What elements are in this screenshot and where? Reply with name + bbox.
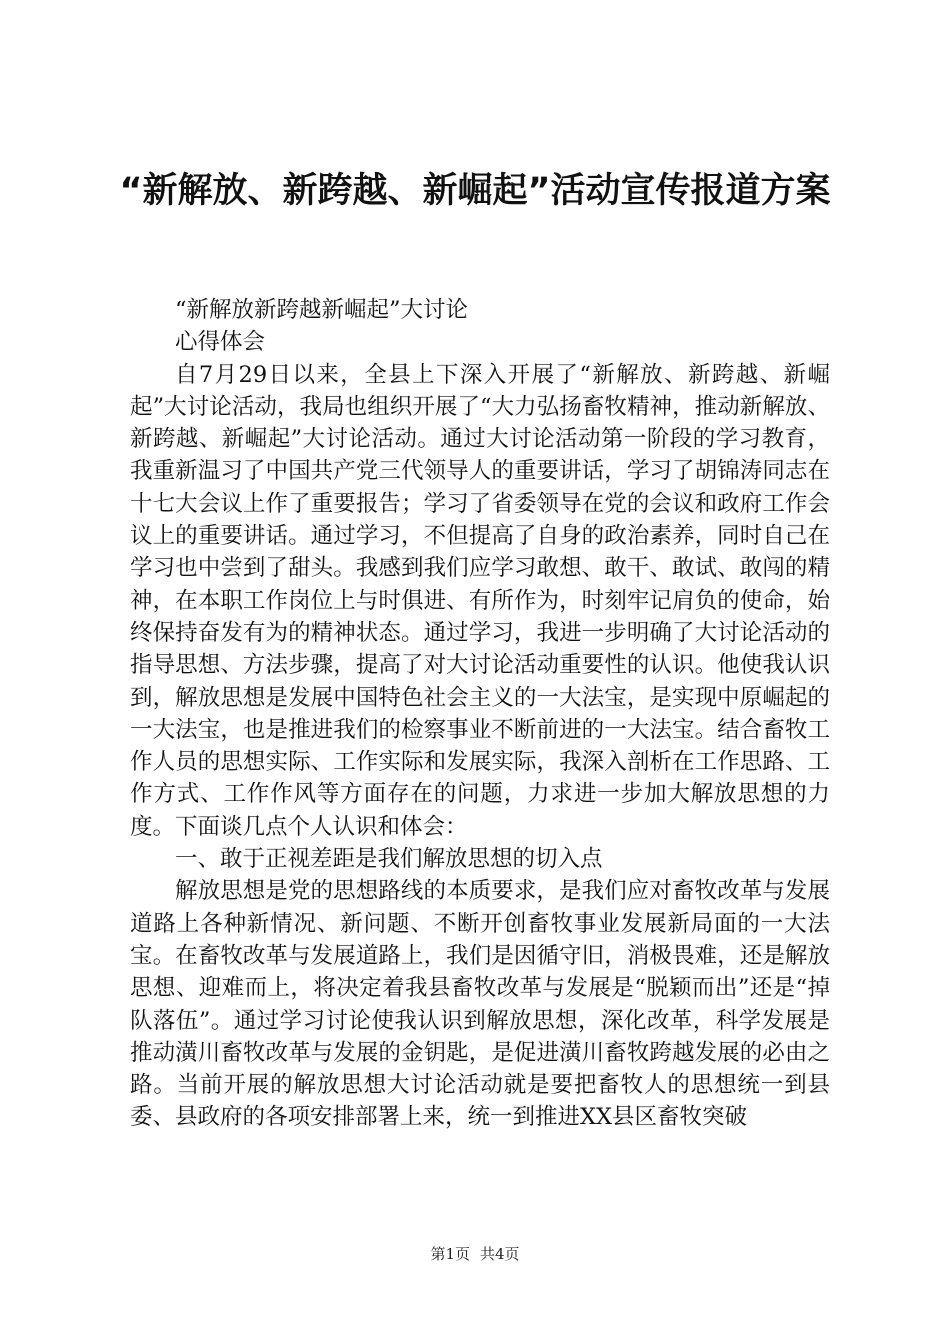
body-paragraph-1: 自7月29日以来，全县上下深入开展了“新解放、新跨越、新崛起”大讨论活动，我局也组织开展了“大力弘扬畜牧精神，推动新解放、新跨越、新崛起”大讨论活动。通过大讨论活动第一阶段的学习教育，我重新温习了中国共产党三代领导人的重要讲话，学习了胡锦涛同志在十七大会议上作了重要报告；学习了省委领导在党的会议和政府工作会议上的重要讲话。通过学习，不但提高了自身的政治素养，同时自己在学习也中尝到了甜头。我感到我们应学习敢想、敢干、敢试、敢闯的精神，在本职工作岗位上与时俱进、有所作为，时刻牢记肩负的使命，始终保持奋发有为的精神状态。通过学习，我进一步明确了大讨论活动的指导思想、方法步骤，提高了对大讨论活动重要性的认识。他使我认识到，解放思想是发展中国特色社会主义的一大法宝，是实现中原崛起的一大法宝，也是推进我们的检察事业不断前进的一大法宝。结合畜牧工作人员的思想实际、工作实际和发展实际，我深入剖析在工作思路、工作方式、工作作风等方面存在的问题，力求进一步加大解放思想的力度。下面谈几点个人认识和体会： xyxy=(130,361,830,840)
document-body xyxy=(130,294,830,1134)
page-total: 共4页 xyxy=(480,1245,520,1263)
page-footer xyxy=(0,1244,950,1264)
section-heading-1: 一、敢于正视差距是我们解放思想的切入点 xyxy=(175,846,603,873)
document-title: “新解放、新跨越、新崛起”活动宣传报道方案 xyxy=(119,171,831,211)
page-number: 第1页 xyxy=(430,1245,470,1263)
body-paragraph-2: 解放思想是党的思想路线的本质要求，是我们应对畜牧改革与发展道路上各种新情况、新问题、不断开创畜牧事业发展新局面的一大法宝。在畜牧改革与发展道路上，我们是因循守旧，消极畏难，还是解放思想、迎难而上，将决定着我县畜牧改革与发展是“脱颖而出”还是“掉队落伍”。通过学习讨论使我认识到解放思想，深化改革，科学发展是推动潢川畜牧改革与发展的金钥匙，是促进潢川畜牧跨越发展的必由之路。当前开展的解放思想大讨论活动就是要把畜牧人的思想统一到县委、县政府的各项安排部署上来，统一到推进XX县区畜牧突破 xyxy=(130,878,830,1131)
subtitle-line: “新解放新跨越新崛起”大讨论 xyxy=(175,297,469,323)
subtitle-line-2: 心得体会 xyxy=(175,329,266,356)
